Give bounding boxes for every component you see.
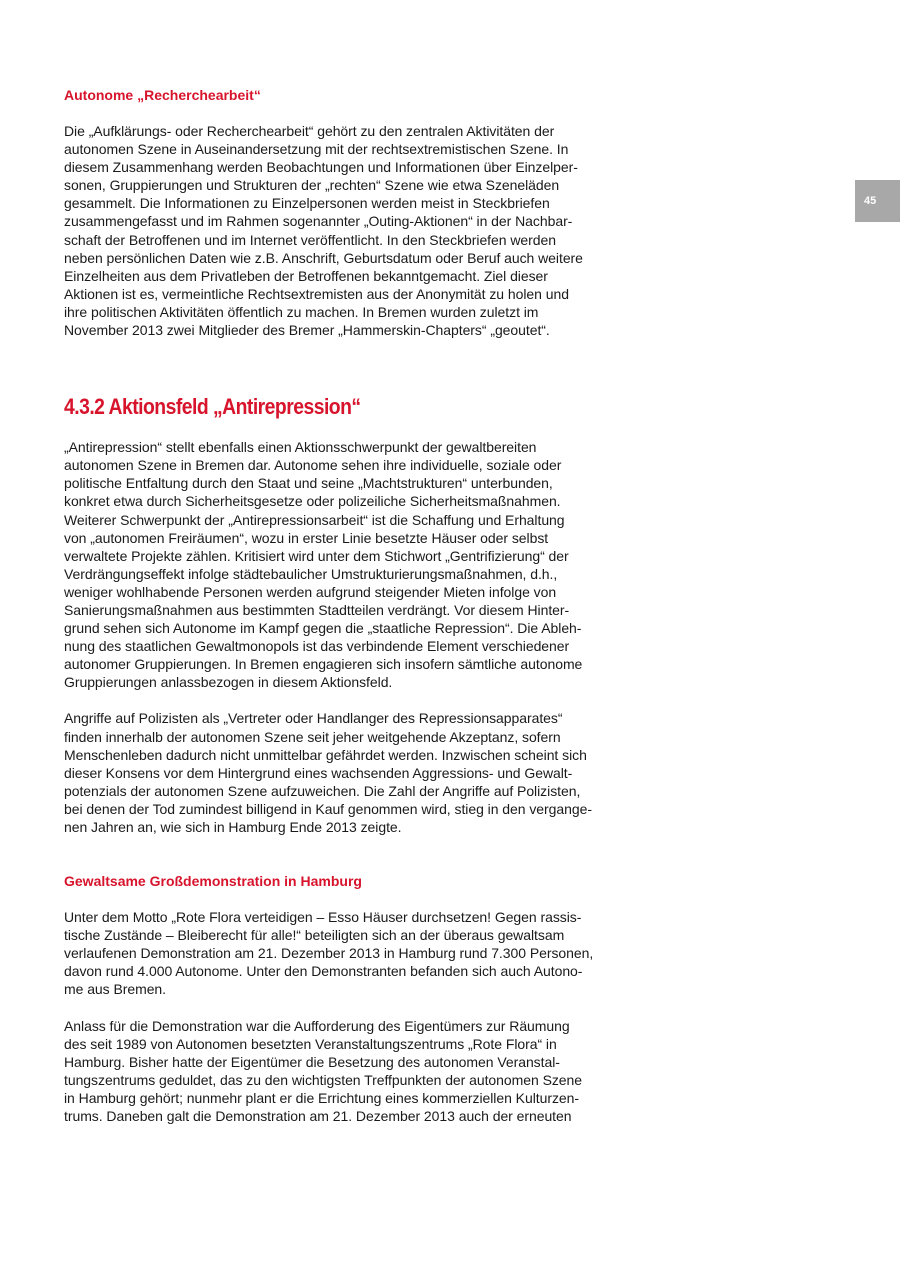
section-title-antirepression: 4.3.2 Aktionsfeld „Antirepression“ [64, 394, 361, 420]
document-body [64, 86, 616, 1125]
subheading-autonome-recherchearbeit: Autonome „Recherchearbeit“ [64, 87, 261, 103]
page-number: 45 [864, 195, 877, 207]
paragraph-recherchearbeit: Die „Aufklärungs- oder Recherchearbeit“ gehört zu den zentralen Aktivitäten der autonomen Szene in Auseinandersetzung mit der rechtsextremistischen Szene. In diesem Zusammenhang werden Beobachtungen und Informationen über Einzelper- sonen, Gruppierungen und Strukturen der „rechten“ Szene wie etwa Szeneläden gesammelt. Die Informationen zu Einzelpersonen werden meist in Steckbriefen zusammengefasst und im Rahmen sogenannter „Outing-Aktionen“ in der Nachbar- schaft der Betroffenen und im Internet veröffentlicht. In den Steckbriefen werden neben persönlichen Daten wie z.B. Anschrift, Geburtsdatum oder Beruf auch weitere Einzelheiten aus dem Privatleben der Betroffenen bekanntgemacht. Ziel dieser Aktionen ist es, vermeintliche Rechtsextremisten aus der Anonymität zu holen und ihre politischen Aktivitäten öffentlich zu machen. In Bremen wurden zuletzt im November 2013 zwei Mitglieder des Bremer „Hammerskin-Chapters“ „geoutet“. [64, 123, 583, 339]
page-number-tab [855, 180, 900, 222]
paragraph-hamburg-2: Anlass für die Demonstration war die Aufforderung des Eigentümers zur Räumung des seit 1989 von Autonomen besetzten Veranstaltungszentrums „Rote Flora“ in Hamburg. Bisher hatte der Eigentümer die Besetzung des autonomen Veranstal- tungszentrums geduldet, das zu den wichtigsten Treffpunkten der autonomen Szene in Hamburg gehört; nunmehr plant er die Errichtung eines kommerziellen Kulturzen- trums. Daneben galt die Demonstration am 21. Dezember 2013 auch der erneuten [64, 1017, 583, 1125]
paragraph-hamburg-1: Unter dem Motto „Rote Flora verteidigen – Esso Häuser durchsetzen! Gegen rassis- tische Zustände – Bleiberecht für alle!“ beteiligten sich an der überaus gewaltsam verlaufenen Demonstration am 21. Dezember 2013 in Hamburg rund 7.300 Personen, davon rund 4.000 Autonome. Unter den Demonstranten befanden sich auch Autono- me aus Bremen. [64, 909, 594, 998]
paragraph-antirepression-2: Angriffe auf Polizisten als „Vertreter oder Handlanger des Repressionsapparates“ finden innerhalb der autonomen Szene seit jeher weitgehende Akzeptanz, sofern Menschenleben dadurch nicht unmittelbar gefährdet werden. Inzwischen scheint sich dieser Konsens vor dem Hintergrund eines wachsenden Aggressions- und Gewalt- potenzials der autonomen Szene aufzuweichen. Die Zahl der Angriffe auf Polizisten, bei denen der Tod zumindest billigend in Kauf genommen wird, stieg in den vergange- nen Jahren an, wie sich in Hamburg Ende 2013 zeigte. [64, 710, 592, 835]
subheading-grossdemonstration-hamburg: Gewaltsame Großdemonstration in Hamburg [64, 873, 362, 890]
paragraph-antirepression-1: „Antirepression“ stellt ebenfalls einen Aktionsschwerpunkt der gewaltbereiten autonomen Szene in Bremen dar. Autonome sehen ihre individuelle, soziale oder politische Entfaltung durch den Staat und seine „Machtstrukturen“ unterbunden, konkret etwa durch Sicherheitsgesetze oder polizeiliche Sicherheitsmaßnahmen. Weiterer Schwerpunkt der „Antirepressionsarbeit“ ist die Schaffung und Erhaltung von „autonomen Freiräumen“, wozu in erster Linie besetzte Häuser oder selbst verwaltete Projekte zählen. Kritisiert wird unter dem Stichwort „Gentrifizierung“ der Verdrängungseffekt infolge städtebaulicher Umstrukturierungsmaßnahmen, d.h., weniger wohlhabende Personen werden aufgrund steigender Mieten infolge von Sanierungsmaßnahmen aus bestimmten Stadtteilen verdrängt. Vor diesem Hinter- grund sehen sich Autonome im Kampf gegen die „staatliche Repression“. Die Ableh- nung des staatlichen Gewaltmonopols ist das verbindende Element verschiedener autonomer Gruppierungen. In Bremen engagieren sich insofern sämtliche autonome Gruppierungen anlassbezogen in diesem Aktionsfeld. [64, 439, 583, 691]
